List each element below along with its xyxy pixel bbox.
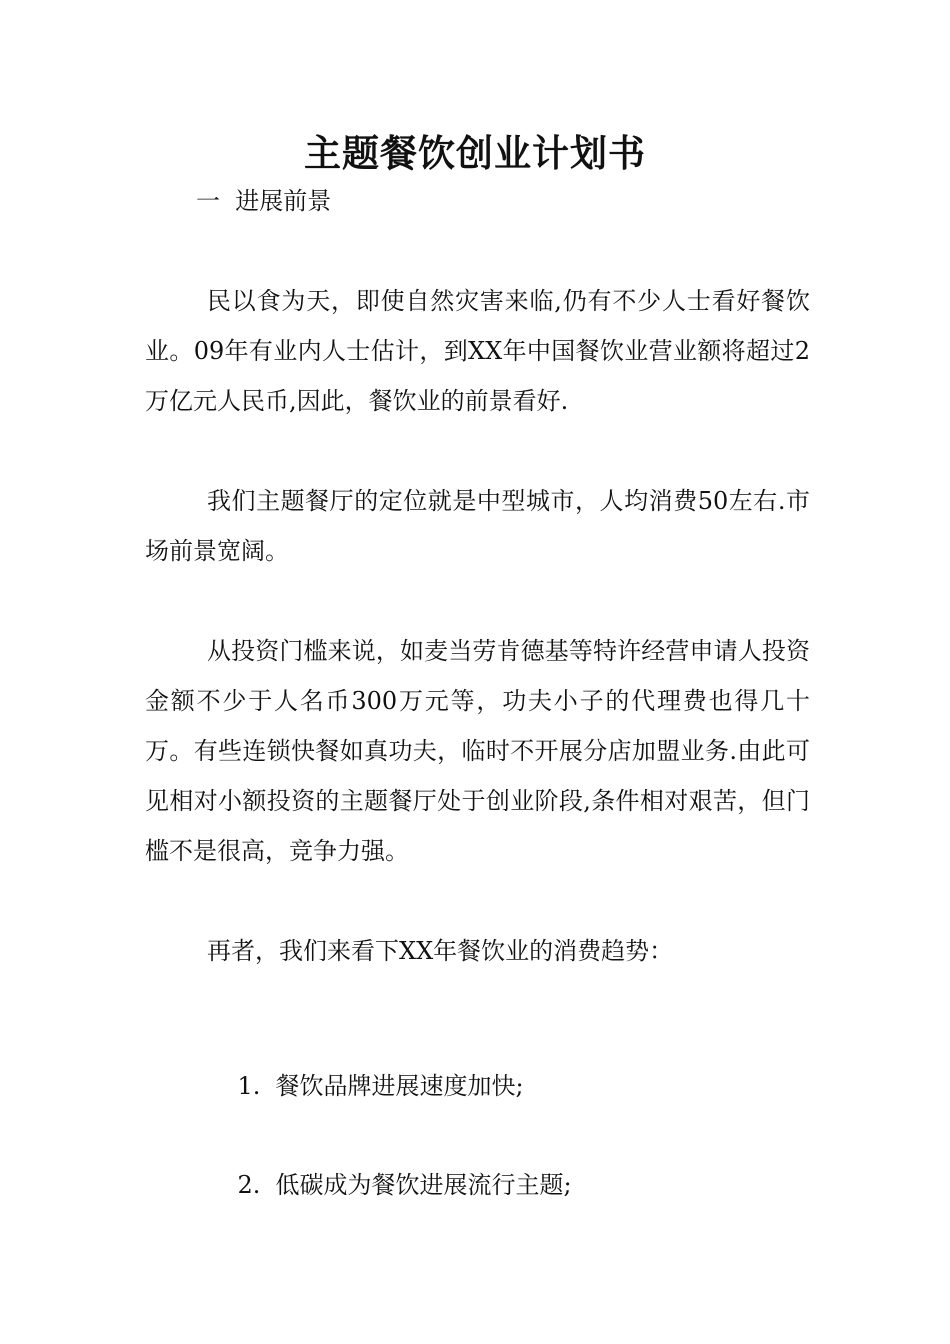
- list-item-number: 1.: [237, 1072, 261, 1100]
- list-item-number: 2.: [237, 1171, 261, 1199]
- list-item: [207, 1131, 572, 1239]
- paragraph-2: 我们主题餐厅的定位就是中型城市，人均消费50左右.市场前景宽阔。: [145, 487, 810, 565]
- section-heading: 一 进展前景: [196, 187, 332, 215]
- document-title: 主题餐饮创业计划书: [304, 131, 646, 175]
- list-item-text: 餐饮品牌进展速度加快;: [275, 1072, 524, 1100]
- paragraph-3: 从投资门槛来说，如麦当劳肯德基等特许经营申请人投资金额不少于人名币300万元等，功夫小子的代理费也得几十万。有些连锁快餐如真功夫，临时不开展分店加盟业务.由此可见相对小额投资的主题餐厅处于创业阶段,条件相对艰苦，但门槛不是很高，竞争力强。: [145, 637, 810, 865]
- list-item: [207, 1032, 524, 1140]
- paragraph-4: 再者，我们来看下XX年餐饮业的消费趋势：: [207, 937, 674, 965]
- paragraph-1: 民以食为天，即使自然灾害来临,仍有不少人士看好餐饮业。09年有业内人士估计，到XX年中国餐饮业营业额将超过2万亿元人民币,因此，餐饮业的前景看好.: [145, 287, 810, 415]
- list-item-text: 低碳成为餐饮进展流行主题;: [275, 1171, 572, 1199]
